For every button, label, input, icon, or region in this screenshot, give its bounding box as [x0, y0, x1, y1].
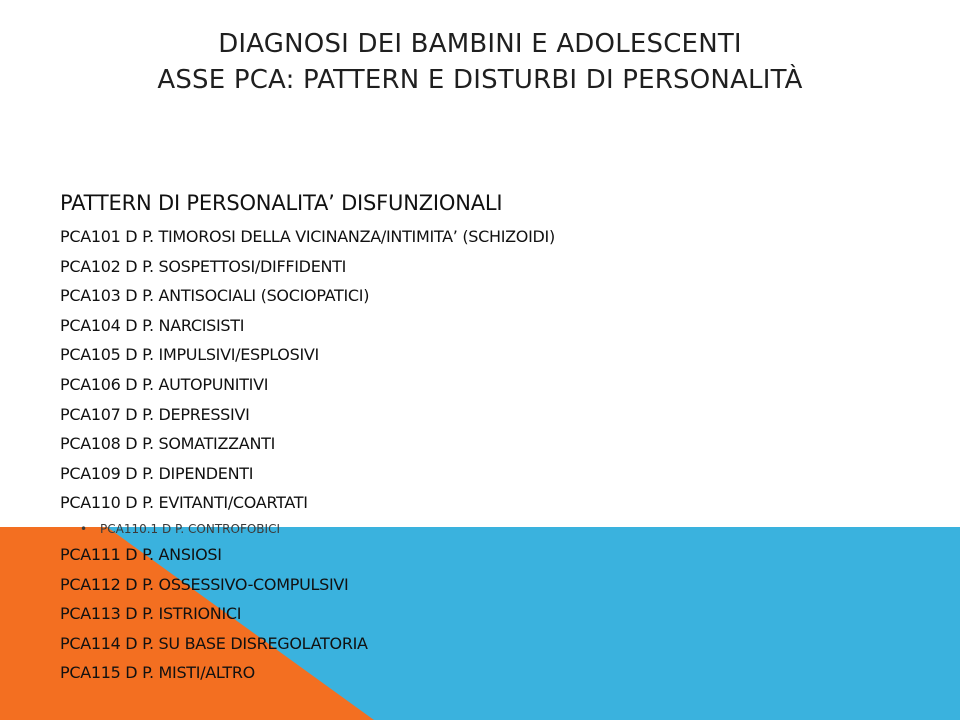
list-item: PCA110 D P. EVITANTI/COARTATI [60, 493, 308, 513]
list-item: PCA102 D P. SOSPETTOSI/DIFFIDENTI [60, 256, 347, 276]
list-item: PCA103 D P. ANTISOCIALI (SOCIOPATICI) [60, 286, 370, 306]
sub-list-item [60, 518, 555, 540]
list-item: PCA104 D P. NARCISISTI [60, 315, 245, 335]
disorder-list [60, 222, 555, 688]
list-item: PCA108 D P. SOMATIZZANTI [60, 434, 276, 454]
content-body [60, 188, 555, 688]
title-line-2: ASSE PCA: PATTERN E DISTURBI DI PERSONALITÀ [157, 65, 803, 95]
list-item: PCA106 D P. AUTOPUNITIVI [60, 374, 269, 394]
sub-list-item-label: PCA110.1 D P. CONTROFOBICI [100, 521, 280, 536]
list-item: PCA107 D P. DEPRESSIVI [60, 404, 250, 424]
list-item: PCA112 D P. OSSESSIVO-COMPULSIVI [60, 574, 349, 594]
bullet-icon: • [80, 521, 88, 536]
list-item: PCA109 D P. DIPENDENTI [60, 463, 254, 483]
section-heading: PATTERN DI PERSONALITA’ DISFUNZIONALI [60, 191, 503, 215]
list-item: PCA115 D P. MISTI/ALTRO [60, 663, 255, 683]
list-item: PCA101 D P. TIMOROSI DELLA VICINANZA/INTIMITA’ (SCHIZOIDI) [60, 227, 555, 246]
list-item: PCA111 D P. ANSIOSI [60, 544, 222, 564]
slide-title [0, 26, 960, 98]
list-item: PCA114 D P. SU BASE DISREGOLATORIA [60, 633, 368, 653]
title-line-1: DIAGNOSI DEI BAMBINI E ADOLESCENTI [218, 29, 742, 59]
list-item: PCA105 D P. IMPULSIVI/ESPLOSIVI [60, 345, 319, 365]
list-item: PCA113 D P. ISTRIONICI [60, 604, 242, 624]
